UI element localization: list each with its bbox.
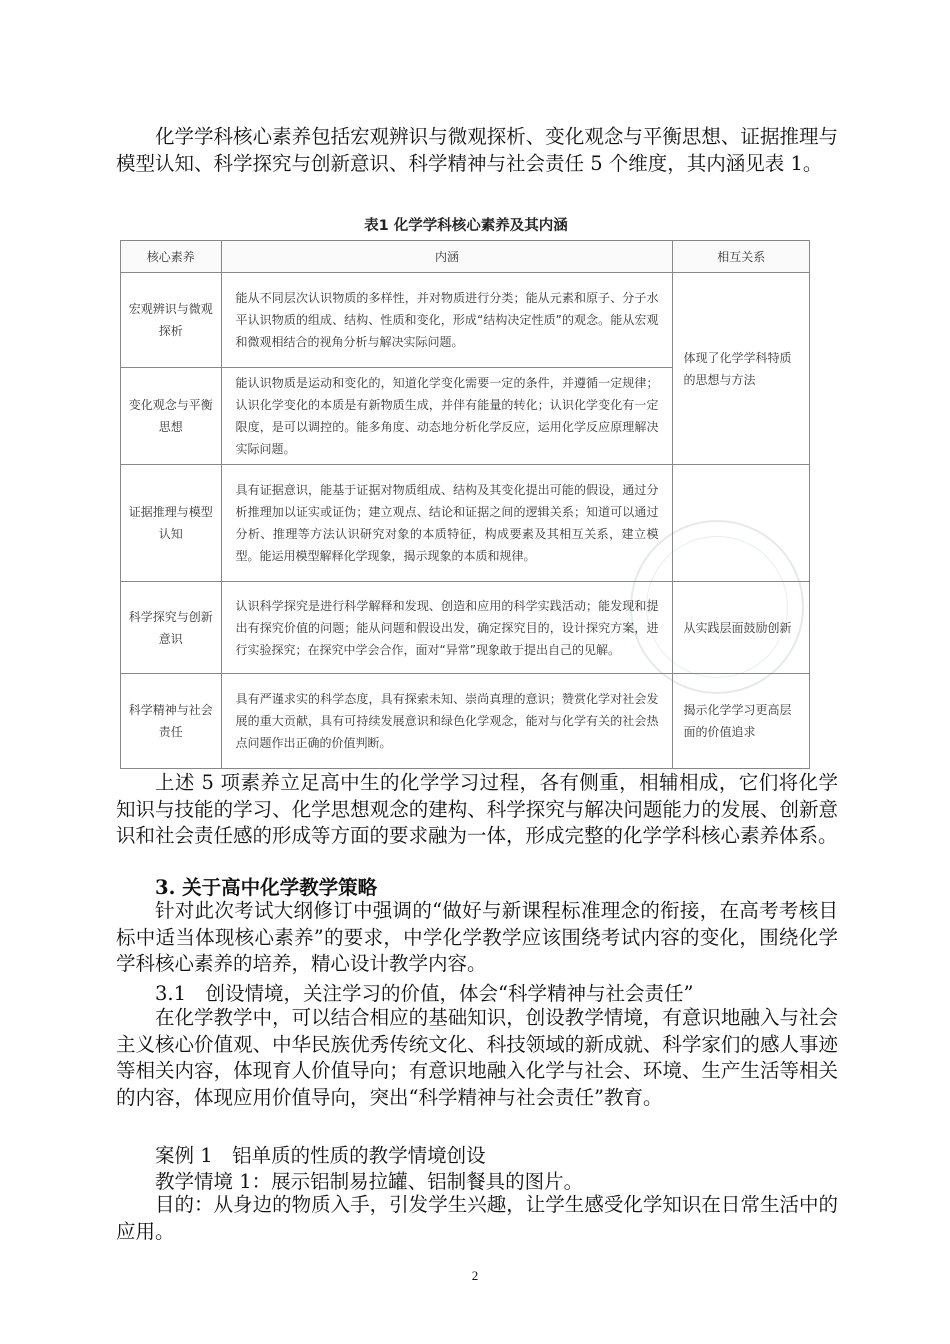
row-content: 能从不同层次认识物质的多样性，并对物质进行分类；能从元素和原子、分子水平认识物质的组成、结构、性质和变化，形成“结构决定性质”的观念。能从宏观和微观相结合的视角分析与解决实际问题。	[221, 273, 673, 368]
row-content: 具有严谨求实的科学态度，具有探索未知、崇尚真理的意识；赞赏化学对社会发展的重大贡献，具有可持续发展意识和绿色化学观念，能对与化学有关的社会热点问题作出正确的价值判断。	[221, 674, 673, 769]
page-number: 2	[471, 1268, 479, 1283]
row-content: 认识科学探究是进行科学解释和发现、创造和应用的科学实践活动；能发现和提出有探究价值的问题；能从问题和假设出发，确定探究目的，设计探究方案，进行实验探究；在探究中学会合作，面对“异常”现象敢于提出自己的见解。	[221, 582, 673, 674]
relation-cell-empty	[673, 465, 810, 582]
row-name: 宏观辨识与微观探析	[121, 273, 222, 368]
purpose-paragraph: 目的：从身边的物质入手，引发学生兴趣，让学生感受化学知识在日常生活中的应用。	[116, 1193, 838, 1243]
row-content: 能认识物质是运动和变化的，知道化学变化需要一定的条件，并遵循一定规律；认识化学变化的本质是有新物质生成，并伴有能量的转化；认识化学变化有一定限度，是可以调控的。能多角度、动态地分析化学反应，运用化学反应原理解决实际问题。	[221, 368, 673, 465]
row-name: 科学探究与创新意识	[121, 582, 222, 674]
table-row	[121, 465, 810, 582]
relation-cell: 体现了化学学科特质的思想与方法	[673, 273, 810, 465]
core-literacy-table	[120, 240, 810, 769]
subsection-paragraph: 在化学教学中，可以结合相应的基础知识，创设教学情境，有意识地融入与社会主义核心价值观、中华民族优秀传统文化、科技领域的新成就、科学家们的感人事迹等相关内容，体现育人价值导向；有意识地融入化学与社会、环境、生产生活等相关的内容，体现应用价值导向，突出“科学精神与社会责任”教育。	[116, 1006, 838, 1109]
subsection-heading: 3.1 创设情境，关注学习的价值，体会“科学精神与社会责任”	[155, 982, 694, 1005]
section-heading: 3. 关于高中化学教学策略	[155, 876, 378, 899]
table-title: 表1 化学学科核心素养及其内涵	[364, 218, 568, 234]
core-literacy-table-figure	[118, 200, 814, 750]
row-name: 变化观念与平衡思想	[121, 368, 222, 465]
row-content: 具有证据意识，能基于证据对物质组成、结构及其变化提出可能的假设，通过分析推理加以证实或证伪；建立观点、结论和证据之间的逻辑关系；知道可以通过分析、推理等方法认识研究对象的本质特征，构成要素及其相互关系，建立模型。能运用模型解释化学现象，揭示现象的本质和规律。	[221, 465, 673, 582]
relation-cell: 从实践层面鼓励创新	[673, 582, 810, 674]
table-header-row	[121, 241, 810, 273]
table-row	[121, 273, 810, 368]
table-row	[121, 582, 810, 674]
section-paragraph: 针对此次考试大纲修订中强调的“做好与新课程标准理念的衔接，在高考考核目标中适当体现核心素养”的要求，中学化学教学应该围绕考试内容的变化，围绕化学学科核心素养的培养，精心设计教学内容。	[116, 899, 838, 976]
relation-cell: 揭示化学学习更高层面的价值追求	[673, 674, 810, 769]
teaching-situation: 教学情境 1：展示铝制易拉罐、铝制餐具的图片。	[155, 1170, 584, 1193]
header-relationship: 相互关系	[673, 241, 810, 273]
intro-paragraph: 化学学科核心素养包括宏观辨识与微观探析、变化观念与平衡思想、证据推理与模型认知、科学探究与创新意识、科学精神与社会责任 5 个维度，其内涵见表 1。	[116, 125, 838, 175]
header-core-literacy: 核心素养	[121, 241, 222, 273]
table-row	[121, 674, 810, 769]
case-title: 案例 1 铝单质的性质的教学情境创设	[155, 1144, 486, 1167]
header-connotation: 内涵	[221, 241, 673, 273]
row-name: 证据推理与模型认知	[121, 465, 222, 582]
summary-paragraph: 上述 5 项素养立足高中生的化学学习过程，各有侧重，相辅相成，它们将化学知识与技能的学习、化学思想观念的建构、科学探究与解决问题能力的发展、创新意识和社会责任感的形成等方面的要求融为一体，形成完整的化学学科核心素养体系。	[116, 771, 838, 848]
row-name: 科学精神与社会责任	[121, 674, 222, 769]
